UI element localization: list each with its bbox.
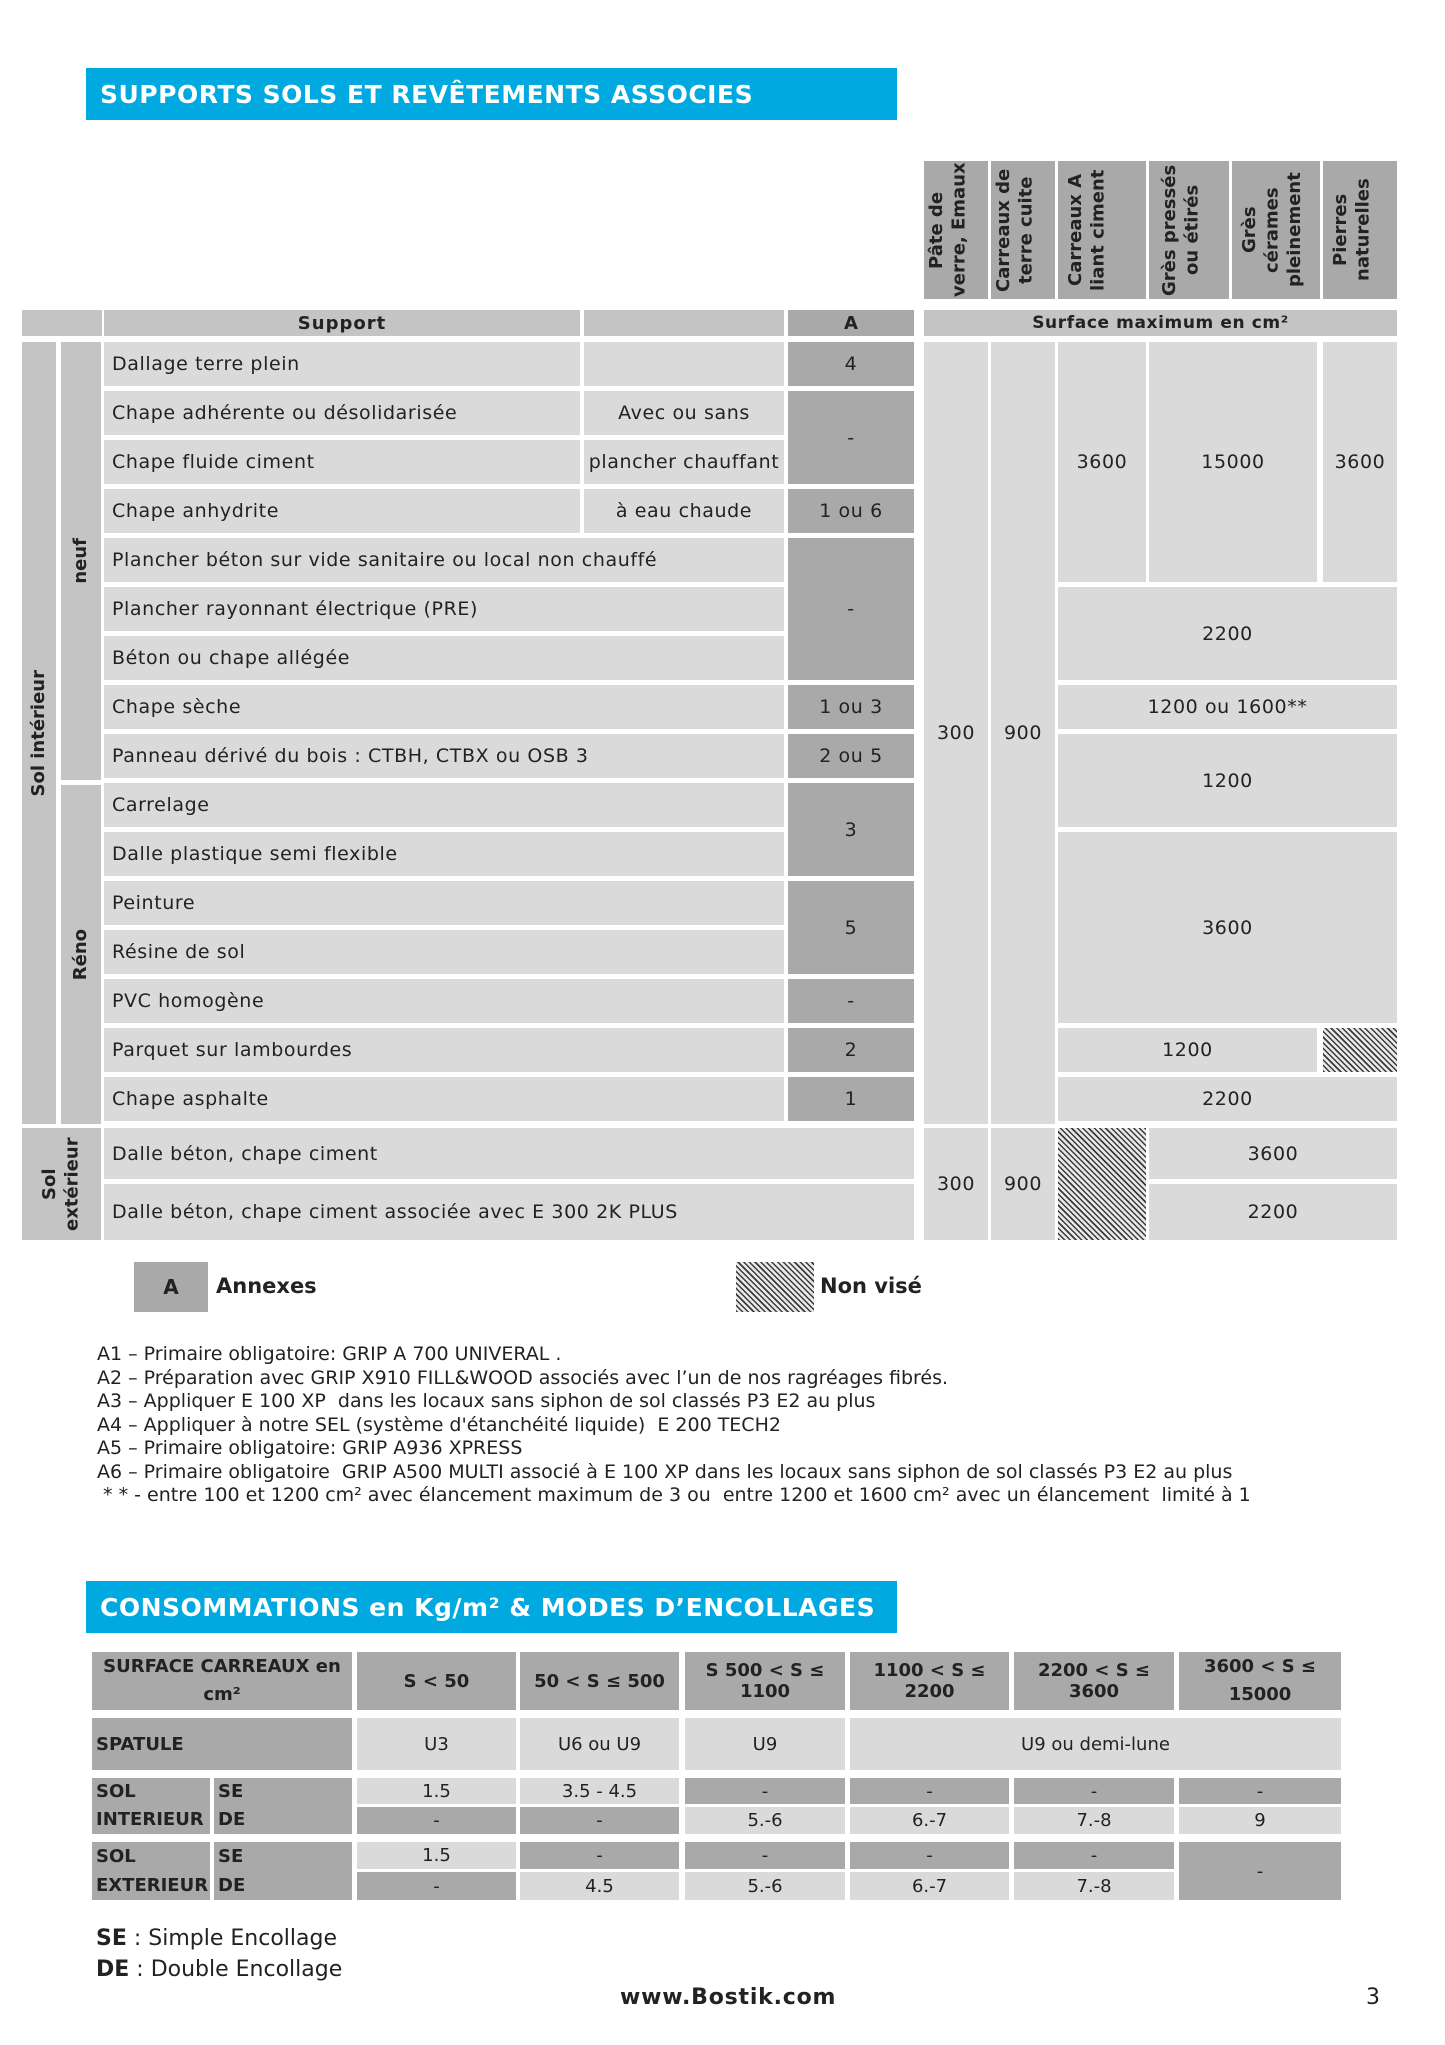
annexes-list [97,1343,1417,1508]
surface-liant-ciment: 3600 [1058,342,1146,582]
de-label: DE [218,1875,246,1896]
surface-pierres: 3600 [1323,342,1397,582]
int-se-value: - [1179,1778,1341,1804]
legend-annexes-label: Annexes [216,1274,317,1298]
group-sol-exterieur: Sol extérieur [22,1128,101,1240]
support-row: Peinture [104,881,784,925]
annex-line: A4 – Appliquer à notre SEL (système d'étanchéité liquide) E 200 TECH2 [97,1413,781,1436]
abbr-de-text: : Double Encollage [129,1957,343,1982]
hdr-col: S 500 < S ≤ 1100 [685,1652,845,1710]
sol-interieur-label [92,1778,210,1834]
support-row: Parquet sur lambourdes [104,1028,784,1072]
int-se-value: - [1014,1778,1174,1804]
annex-line: A6 – Primaire obligatoire GRIP A500 MULTI associé à E 100 XP dans les locaux sans siphon de sol classés P3 E2 au plus [97,1460,1233,1483]
se-label: SE [218,1781,244,1802]
ext-de-value: 5.-6 [685,1872,845,1900]
support-row: Carrelage [104,783,784,827]
col-header-terre-cuite: Carreaux de terre cuite [991,161,1055,299]
legend-a-box: A [134,1262,208,1312]
spatule-value: U9 [685,1718,845,1770]
surface-merged: 1200 [1058,1028,1317,1072]
annex-value: 1 ou 6 [788,489,914,533]
legend-non-vise-label: Non visé [820,1274,922,1298]
annex-line: A2 – Préparation avec GRIP X910 FILL&WOOD associés avec l’un de nos ragréages fibrés. [97,1366,949,1389]
hdr-col: 50 < S ≤ 500 [520,1652,679,1710]
hdr-surface-carreaux [92,1652,352,1710]
se-de-labels [214,1842,352,1900]
annex-value: 3 [788,783,914,876]
col-header-gres-ceramés: Grès cérames pleinement [1232,161,1320,299]
col-header-gres-presses: Grès pressés ou étirés [1149,161,1229,299]
abbreviations [96,1923,342,1985]
sol-exterieur-label [92,1842,210,1900]
spatule-value: U9 ou demi-lune [850,1718,1341,1770]
surface-merged: 2200 [1058,1077,1397,1121]
group-reno: Réno [61,785,101,1124]
abbr-de-code: DE [96,1957,130,1982]
header-surface: Surface maximum en cm² [924,310,1397,336]
sol-label-line: INTERIEUR [96,1809,204,1830]
int-se-value: 1.5 [357,1778,516,1804]
int-de-value: 6.-7 [850,1807,1009,1834]
support-row: Plancher rayonnant électrique (PRE) [104,587,784,631]
surface-ext-pate: 300 [924,1128,988,1240]
footer-url[interactable]: www.Bostik.com [620,1985,837,2010]
section-title-consommations: CONSOMMATIONS en Kg/m² & MODES D’ENCOLLAGES [86,1581,897,1633]
int-de-value: - [357,1807,516,1834]
ext-de-value: 7.-8 [1014,1872,1174,1900]
ext-se-value: - [685,1842,845,1869]
surface-merged: 3600 [1058,832,1397,1023]
hdr-col: 1100 < S ≤ 2200 [850,1652,1009,1710]
abbr-se-text: : Simple Encollage [126,1926,337,1951]
support-row: Panneau dérivé du bois : CTBH, CTBX ou OSB 3 [104,734,784,778]
header-support: Support [104,310,580,336]
hdr-col [1179,1652,1341,1710]
ext-se-value: - [850,1842,1009,1869]
support-row-ext: Dalle béton, chape ciment associée avec E 300 2K PLUS [104,1184,914,1240]
annex-line: A3 – Appliquer E 100 XP dans les locaux sans siphon de sol classés P3 E2 au plus [97,1390,876,1412]
surface-merged: 1200 [1058,734,1397,827]
ext-de-value: 6.-7 [850,1872,1009,1900]
surface-ext: 3600 [1149,1128,1397,1179]
group-neuf: neuf [61,342,101,780]
sol-label-line: EXTERIEUR [96,1875,209,1896]
hdr-surface-line: SURFACE CARREAUX en [103,1656,341,1677]
annex-value: - [788,391,914,484]
se-de-labels [214,1778,352,1834]
support-row: Chape adhérente ou désolidarisée [104,391,580,435]
heating-note: à eau chaude [584,489,784,533]
int-de-value: 5.-6 [685,1807,845,1834]
annex-value: 2 [788,1028,914,1072]
surface-terre-cuite: 900 [991,342,1055,1124]
support-row: Dalle plastique semi flexible [104,832,784,876]
support-row: Chape anhydrite [104,489,580,533]
support-row: PVC homogène [104,979,784,1023]
de-label: DE [218,1809,246,1830]
blank-cell [584,342,784,386]
heating-note: Avec ou sans [584,391,784,435]
legend-non-vise-swatch [736,1262,814,1312]
support-row-ext: Dalle béton, chape ciment [104,1128,914,1179]
section-title-supports: SUPPORTS SOLS ET REVÊTEMENTS ASSOCIES [86,68,897,120]
col-header-liant-ciment: Carreaux A liant ciment [1058,161,1146,299]
spatule-value: U3 [357,1718,516,1770]
support-row: Chape asphalte [104,1077,784,1121]
spatule-label: SPATULE [92,1718,352,1770]
page-number: 3 [1366,1985,1380,2010]
ext-se-value: - [520,1842,679,1869]
abbr-se-code: SE [96,1926,127,1951]
int-se-value: - [685,1778,845,1804]
header-blank-left [22,310,102,336]
hdr-col-line: 3600 < S ≤ [1203,1656,1317,1677]
hdr-col-line: 15000 [1228,1684,1292,1705]
surface-merged: 2200 [1058,587,1397,680]
ext-de-value: - [357,1872,516,1900]
annex-line: A5 – Primaire obligatoire: GRIP A936 XPRESS [97,1437,523,1459]
support-row: Béton ou chape allégée [104,636,784,680]
header-blank-mid [584,310,784,336]
ext-se-value: - [1014,1842,1174,1869]
annex-line: * * - entre 100 et 1200 cm² avec élancement maximum de 3 ou entre 1200 et 1600 cm² avec un élancement limité à 1 [97,1484,1251,1506]
annex-value: 2 ou 5 [788,734,914,778]
abbr-se [96,1923,342,1954]
col-header-pate-de-verre: Pâte de verre, Emaux [924,161,988,299]
ext-se-value: 1.5 [357,1842,516,1869]
sol-label-line: SOL [96,1846,136,1867]
int-de-value: - [520,1807,679,1834]
annex-value: 4 [788,342,914,386]
col-header-pierres-naturelles: Pierres naturelles [1323,161,1397,299]
se-label: SE [218,1846,244,1867]
annex-value: 5 [788,881,914,974]
support-row: Chape sèche [104,685,784,729]
group-sol-interieur: Sol intérieur [22,342,56,1124]
annex-line: A1 – Primaire obligatoire: GRIP A 700 UNIVERAL . [97,1343,562,1365]
surface-gres: 15000 [1149,342,1317,582]
annex-value: - [788,979,914,1023]
int-de-value: 7.-8 [1014,1807,1174,1834]
surface-ext: 2200 [1149,1184,1397,1240]
support-row: Chape fluide ciment [104,440,580,484]
support-row: Plancher béton sur vide sanitaire ou local non chauffé [104,538,784,582]
sol-label-line: SOL [96,1781,136,1802]
spatule-value: U6 ou U9 [520,1718,679,1770]
annex-value: 1 ou 3 [788,685,914,729]
support-row: Dallage terre plein [104,342,580,386]
annex-value: 1 [788,1077,914,1121]
surface-ext-terre-cuite: 900 [991,1128,1055,1240]
heating-note: plancher chauffant [584,440,784,484]
hdr-col: 2200 < S ≤ 3600 [1014,1652,1174,1710]
int-de-value: 9 [1179,1807,1341,1834]
support-row: Résine de sol [104,930,784,974]
hdr-col: S < 50 [357,1652,516,1710]
abbr-de [96,1954,342,1985]
surface-pate-de-verre: 300 [924,342,988,1124]
non-vise-hatch [1058,1128,1146,1240]
int-se-value: - [850,1778,1009,1804]
annex-value: - [788,538,914,680]
hdr-surface-line: cm² [203,1684,241,1705]
header-a: A [788,310,914,336]
surface-merged: 1200 ou 1600** [1058,685,1397,729]
int-se-value: 3.5 - 4.5 [520,1778,679,1804]
ext-last-value: - [1179,1842,1341,1900]
non-vise-hatch [1323,1028,1397,1072]
ext-de-value: 4.5 [520,1872,679,1900]
